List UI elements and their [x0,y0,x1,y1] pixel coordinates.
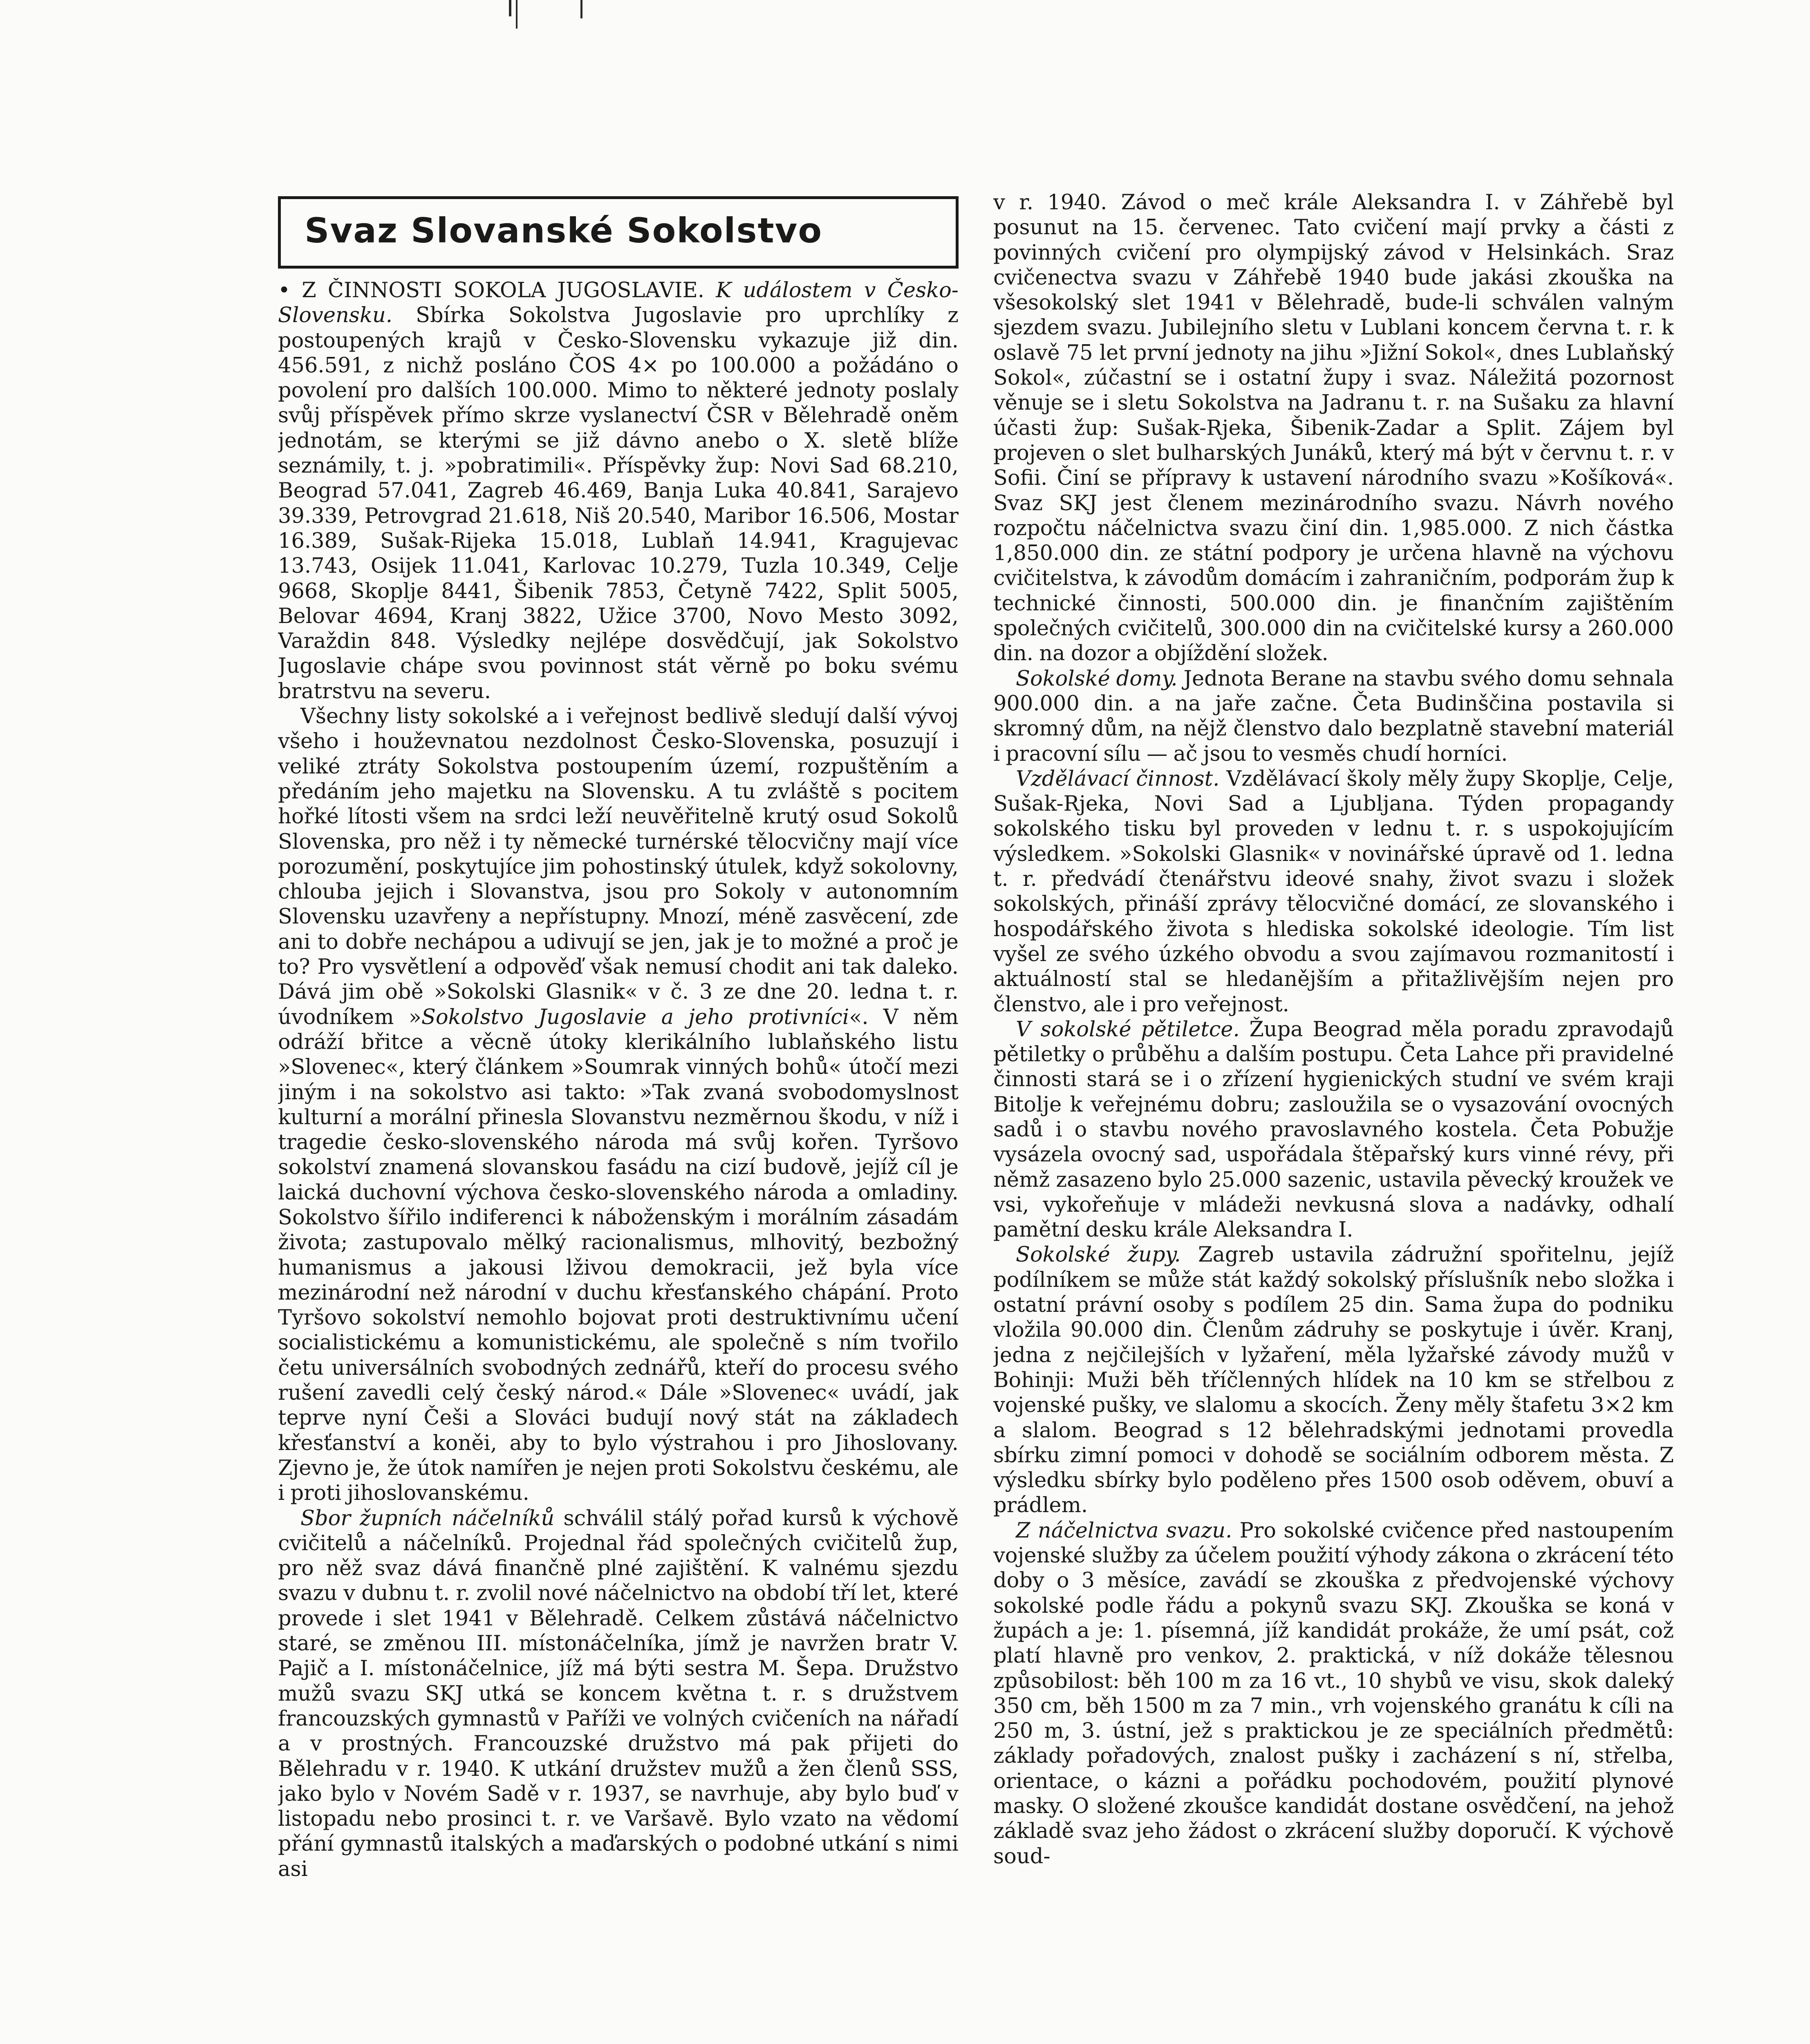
paragraph-italic: Sokolstvo Jugoslavie a jeho protivníci [421,1005,849,1029]
paragraph-text: Sbírka Sokolstva Jugoslavie pro uprchlíky z postoupených krajů v Česko-Slovensku vykazuje již din. 456.591, z nichž posláno ČOS 4× po 100.000 a požádáno o povolení pro dalších 100.000. Mimo to některé jednoty poslaly svůj příspěvek přímo skrze vyslanectví ČSR v Bělehradě oněm jednotám, se kterými se již dávno anebo o X. sletě blíže seznámily, t. j. »pobratimili«. Příspěvky žup: Novi Sad 68.210, Beograd 57.041, Zagreb 46.469, Banja Luka 40.841, Sarajevo 39.339, Petrovgrad 21.618, Niš 20.540, Maribor 16.506, Mostar 16.389, Sušak-Rijeka 15.018, Lublaň 14.941, Kragujevac 13.743, Osijek 11.041, Karlovac 10.279, Tuzla 10.349, Celje 9668, Skoplje 8441, Šibenik 7853, Četyně 7422, Split 5005, Belovar 4694, Kranj 3822, Užice 3700, Novo Mesto 3092, Varaždin 848. Výsledky nejlépe dosvědčují, jak Sokolstvo Jugoslavie chápe svou povinnost stát věrně po boku svému bratrstvu na severu. [278,303,959,704]
paragraph-lead-italic: Z náčelnictva svazu. [1016,1518,1232,1543]
scan-mark [580,0,582,18]
scan-mark [509,0,511,16]
paragraph-text: Pro sokolské cvičence před nastoupením vojenské služby za účelem použití výhody zákona o zkrácení této doby o 3 měsíce, zavádí se zkouška z předvojenské výchovy sokolské podle řádu a pokynů svazu SKJ. Zkouška se koná v župách a je: 1. písemná, jíž kandidát prokáže, že umí psát, což platí hlavně pro venkov, 2. praktická, v níž dokáže tělesnou způsobilost: běh 100 m za 16 vt., 10 shybů ve visu, skok daleký 350 cm, běh 1500 m za 7 min., vrh vojenského granátu k cíli na 250 m, 3. ústní, jež s praktickou je ze speciálních předmětů: základy pořadových, znalost pušky i zacházení s ní, střelba, orientace, o kázni a pořádku pochodovém, použití plynové masky. O složené zkoušce kandidát dostane osvědčení, na jehož základě svaz jeho žádost o zkrácení služby doporučí. K výchově soud- [993,1518,1674,1869]
scan-mark [516,0,517,29]
paragraph-text: Všechny listy sokolské a i veřejnost bedlivě sledují další vývoj všeho i houževnatou nezdolnost Česko-Slovenska, posuzují i veliké ztráty Sokolstva postoupením území, rozpuštěním a předáním jeho majetku na Slovensku. A tu zvláště s pocitem hořké lítosti všem na srdci leží neuvěřitelně krutý osud Sokolů Slovenska, pro něž i ty německé turnérské tělocvičny mají více porozumění, poskytujíce jim pohostinský útulek, když sokolovny, chlouba jejich i Slovanstva, jsou pro Sokoly v autonomním Slovensku uzavřeny a nepřístupny. Mnozí, méně zasvěcení, zde ani to dobře nechápou a udivují se jen, jak je to možné a proč je to? Pro vysvětlení a odpověď však nemusí chodit ani tak daleko. Dává jim obě »Sokolski Glasnik« v č. 3 ze dne 20. ledna t. r. úvodníkem » [278,704,959,1029]
section-heading-underline [278,266,959,269]
paragraph-lead-italic: Sbor župních náčelníků [300,1506,555,1531]
paragraph-text: Župa Beograd měla poradu zpravodajů pětiletky o průběhu a dalším postupu. Četa Lahce při pravidelné činnosti stará se i o zřízení hygienických studní ve svém kraji Bitolje k veřejnému dobru; zasloužila se o vysazování ovocných sadů i o stavbu nového pravoslavného kostela. Četa Pobužje vysázela ovocný sad, uspořádala štěpařský kurs vinné révy, při němž zasazeno bylo 25.000 sazenic, ustavila pěvecký kroužek ve vsi, vykořeňuje v mládeži nevkusná slova a nadávky, odhalí pamětní desku krále Aleksandra I. [993,1017,1674,1242]
article-paragraph [993,190,1674,666]
section-title: Svaz Slovanské Sokolstvo [305,211,823,251]
article-paragraph [993,1017,1674,1243]
article-paragraph [993,666,1674,766]
paragraph-text-tail: «. V něm odráží břitce a věcně útoky klerikálního lublaňského listu »Slovenec«, který článkem »Soumrak vinných bohů« útočí mezi jiným i na sokolstvo asi takto: »Tak zvaná svobodomyslnost kulturní a morální přinesla Slovanstvu nezměrnou škodu, v níž i tragedie česko-slovenského národa má svůj kořen. Tyršovo sokolství znamená slovanskou fasádu na cizí budově, jejíž cíl je laická duchovní výchova česko-slovenského národa a omladiny. Sokolstvo šířilo indiferenci k náboženským i morálním zásadám života; zastupovalo mělký racionalismus, mlhovitý, bezbožný humanismus a jakousi lživou demokracii, jež byla více mezinárodní než národní v duchu křesťanského chápání. Proto Tyršovo sokolství nemohlo bojovat proti destruktivnímu učení socialistickému a komunistickému, ale společně s ním tvořilo četu universálních svobodných zednářů, kteří do procesu svého rušení zavedli celý český národ.« Dále »Slovenec« uvádí, jak teprve nyní Češi a Slováci budují nový stát na základech křesťanství a koněi, aby to bylo výstrahou i pro Jihoslovany. Zjevno je, že útok namířen je nejen proti Sokolstvu českému, ale i proti jihoslovanskému. [278,1005,959,1506]
paragraph-lead-italic: V sokolské pětiletce. [1016,1017,1240,1042]
paragraph-lead-italic: K událostem v Česko-Slovensku. [278,278,959,328]
paragraph-text: Vzdělávací školy měly župy Skoplje, Celje, Sušak-Rjeka, Novi Sad a Ljubljana. Týden propagandy sokolského tisku byl proveden v lednu t. r. s uspokojujícím výsledkem. »Sokolski Glasnik« v novinářské úpravě od 1. ledna t. r. předvádí čtenářstvu ideové snahy, život svazu i složek sokolských, přináší zprávy tělocvičné domácí, ze slovanského i hospodářského života s hlediska sokolské ideologie. Tím list vyšel ze svého úzkého obvodu a svou zajímavou rozmanitostí i aktuálností stal se hledanějším a přitažlivějším nejen pro členstvo, ale i pro veřejnost. [993,766,1674,1017]
article-paragraph [278,704,959,1506]
article-paragraph [278,1506,959,1882]
paragraph-text: Zagreb ustavila zádružní spořitelnu, jejíž podílníkem se může stát každý sokolský příslušník nebo složka i ostatní právní osoby s podílem 25 din. Sama župa do podniku vložila 90.000 din. Členům zádruhy se poskytuje i úvěr. Kranj, jedna z nejčilejších v lyžaření, měla lyžařské závody mužů v Bohinji: Muži běh tříčlenných hlídek na 10 km se střelbou z vojenské pušky, ve slalomu a skocích. Ženy měly štafetu 3×2 km a slalom. Beograd s 12 bělehradskými jednotami provedla sbírku zimní pomoci v dohodě se sociálním odborem města. Z výsledku sbírky bylo poděleno přes 1500 osob oděvem, obuví a prádlem. [993,1243,1674,1518]
paragraph-lead-italic: Sokolské domy. [1016,666,1178,691]
right-column [993,190,1674,2044]
paragraph-text: Jednota Berane na stavbu svého domu sehnala 900.000 din. a na jaře začne. Četa Budinščina postavila si skromný dům, na nějž členstvo dalo bezplatně stavební materiál i pracovní sílu — ač jsou to vesměs chudí horníci. [993,666,1674,766]
paragraph-lead-italic: Vzdělávací činnost. [1016,766,1220,791]
article-paragraph [993,1242,1674,1518]
article-paragraph [278,278,959,704]
article-paragraph [993,1518,1674,1869]
paragraph-lead-italic: Sokolské župy. [1016,1243,1181,1267]
paragraph-text: schválil stálý pořad kursů k výchově cvičitelů a náčelníků. Projednal řád společných cvičitelů žup, pro něž svaz dává finančně plné zajištění. K valnému sjezdu svazu v dubnu t. r. zvolil nové náčelnictvo na období tří let, které provede i slet 1941 v Bělehradě. Celkem zůstává náčelnictvo staré, se změnou III. místonáčelníka, jímž je navržen bratr V. Pajič a I. místonáčelnice, jíž má býti sestra M. Šepa. Družstvo mužů svazu SKJ utká se koncem května t. r. s družstvem francouzských gymnastů v Paříži ve volných cvičeních na nářadí a v prostných. Francouzské družstvo má pak přijeti do Bělehradu v r. 1940. K utkání družstev mužů a žen členů SSS, jako bylo v Novém Sadě v r. 1937, se navrhuje, aby bylo buď v listopadu nebo prosinci t. r. ve Varšavě. Bylo vzato na vědomí přání gymnastů italských a maďarských o podobné utkání s nimi asi [278,1506,959,1881]
paragraph-lead: • Z ČINNOSTI SOKOLA JUGOSLAVIE. [278,278,716,303]
left-column [278,278,959,2044]
article-paragraph [993,766,1674,1017]
paragraph-text: v r. 1940. Závod o meč krále Aleksandra I. v Záhřebě byl posunut na 15. červenec. Tato cvičení mají prvky a části z povinných cvičení pro olympijský závod v Helsinkách. Sraz cvičenectva svazu v Záhřebě 1940 bude jakási zkouška na všesokolský slet 1941 v Bělehradě, bude-li schválen valným sjezdem svazu. Jubilejního sletu v Lublani koncem června t. r. k oslavě 75 let první jednoty na jihu »Jižní Sokol«, dnes Lublaňský Sokol«, zúčastní se i ostatní župy i svaz. Náležitá pozornost věnuje se i sletu Sokolstva na Jadranu t. r. na Sušaku za hlavní účasti žup: Sušak-Rjeka, Šibenik-Zadar a Split. Zájem byl projeven o slet bulharských Junáků, který má být v červnu t. r. v Sofii. Činí se přípravy k ustavení národního svazu »Košíková«. Svaz SKJ jest členem mezinárodního svazu. Návrh nového rozpočtu náčelnictva svazu činí din. 1,985.000. Z nich částka 1,850.000 din. ze státní podpory je určena hlavně na výchovu cvičitelstva, k závodům domácím i zahraničním, podporám žup k technické činnosti, 500.000 din. je finančním zajištěním společných cvičitelů, 300.000 din na cvičitelské kursy a 260.000 din. na dozor a objíždění složek. [993,191,1674,666]
